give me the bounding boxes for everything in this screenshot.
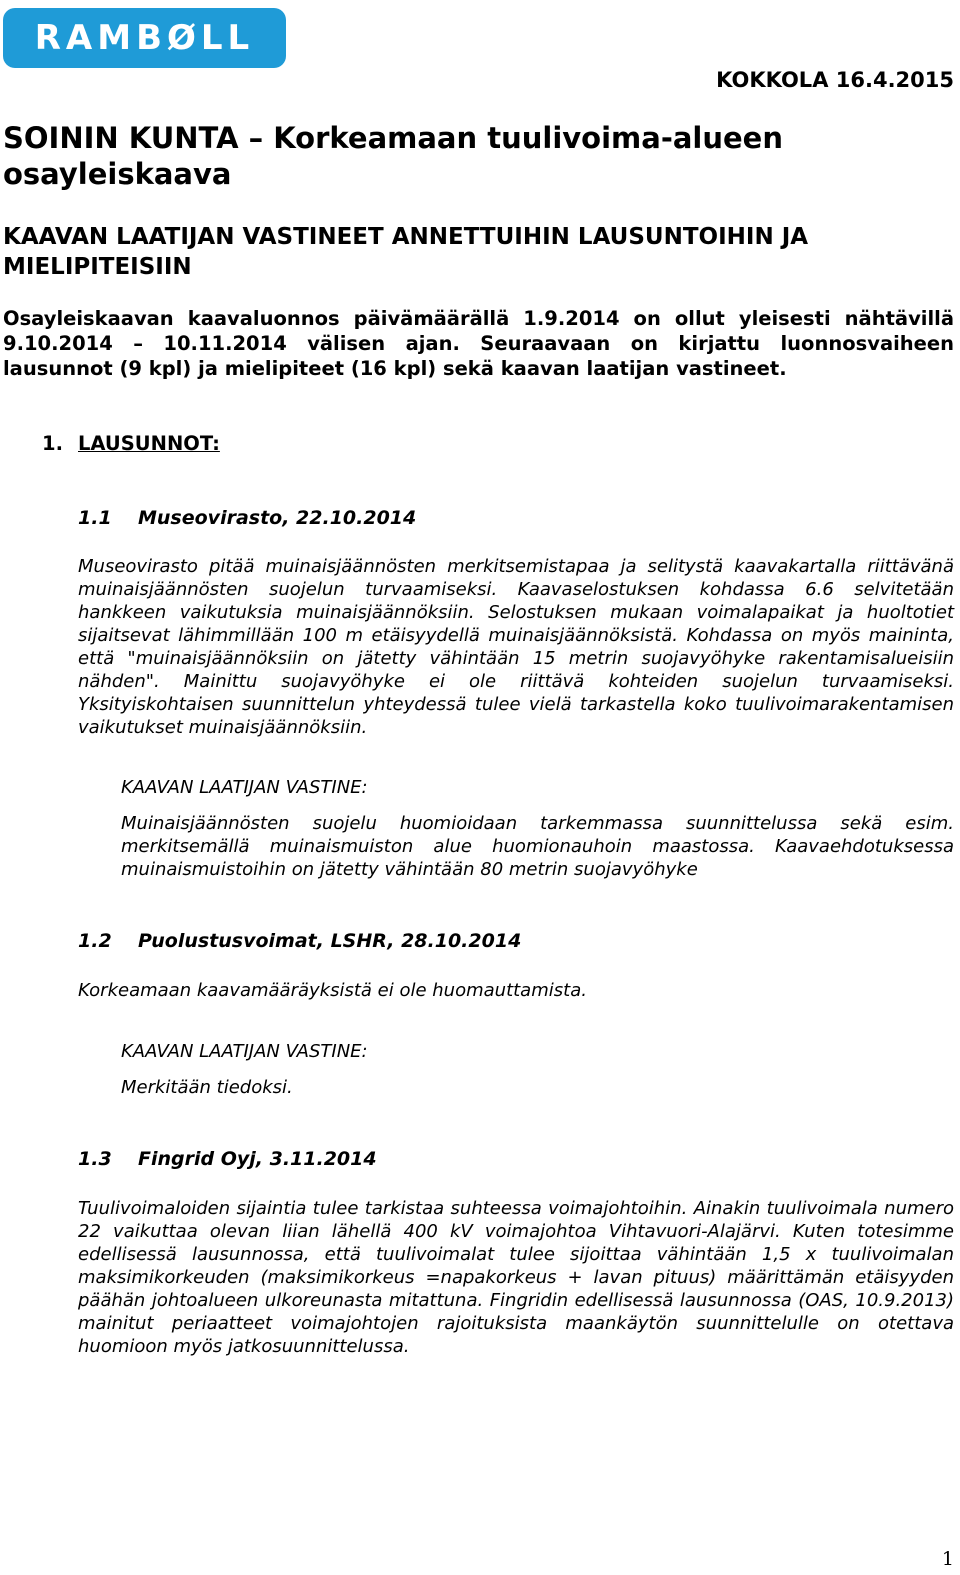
item-title: Fingrid Oyj, 3.11.2014 bbox=[138, 1148, 377, 1170]
logo-text: RAMBØLL bbox=[34, 18, 255, 58]
item-heading-1-3 bbox=[78, 1148, 377, 1170]
item-text-1-2: Korkeamaan kaavamääräyksistä ei ole huomauttamista. bbox=[78, 980, 587, 1001]
item-title: Puolustusvoimat, LSHR, 28.10.2014 bbox=[138, 930, 522, 952]
response-text-1-1: Muinaisjäännösten suojelu huomioidaan tarkemmassa suunnittelussa sekä esim. merkitsemällä muinaismuiston alue huomionauhoin maastossa. Kaavaehdotuksessa muinaismuistoihin on jätetty vähintään 80 metrin suojavyöhyke bbox=[121, 813, 954, 880]
document-subtitle: KAAVAN LAATIJAN VASTINEET ANNETTUIHIN LAUSUNTOIHIN JA MIELIPITEISIIN bbox=[3, 224, 809, 280]
item-number: 1.3 bbox=[78, 1148, 112, 1170]
response-label-1-1: KAAVAN LAATIJAN VASTINE: bbox=[121, 777, 368, 798]
item-number: 1.1 bbox=[78, 507, 112, 529]
item-heading-1-2 bbox=[78, 930, 521, 952]
section-heading-lausunnot bbox=[42, 432, 220, 455]
section-number: 1. bbox=[42, 432, 63, 455]
place-date: KOKKOLA 16.4.2015 bbox=[716, 68, 954, 92]
item-title: Museovirasto, 22.10.2014 bbox=[138, 507, 417, 529]
response-text-1-2: Merkitään tiedoksi. bbox=[121, 1077, 293, 1098]
item-text-1-3: Tuulivoimaloiden sijaintia tulee tarkistaa suhteessa voimajohtoihin. Ainakin tuulivoimala numero 22 vaikuttaa olevan liian lähellä 400 kV voimajohtoa Vihtavuori-Alajärvi. Kuten totesimme edellisessä lausunnossa, että tuulivoimalat tulee sijoittaa vähintään 1,5 x tuulivoimalan maksimikorkeuden (maksimikorkeus =napakorkeus + lavan pituus) määrittämän etäisyyden päähän johtoalueen ulkoreunasta mitattuna. Fingridin edellisessä lausunnossa (OAS, 10.9.2013) mainitut periaatteet voimajohtojen rajoituksista maankäytön suunnittelulle on otettava huomioon myös jatkosuunnittelussa. bbox=[78, 1198, 954, 1357]
item-number: 1.2 bbox=[78, 930, 112, 952]
document-title: SOININ KUNTA – Korkeamaan tuulivoima-alueen osayleiskaava bbox=[3, 121, 783, 191]
item-heading-1-1 bbox=[78, 507, 416, 529]
section-label: LAUSUNNOT: bbox=[78, 432, 220, 455]
item-text-1-1: Museovirasto pitää muinaisjäännösten merkitsemistapaa ja selitystä kaavakartalla riittävänä muinaisjäännösten suojelun turvaamiseksi. Kaavaselostuksen kohdassa 6.6 selvitetään hankkeen vaikutuksia muinaisjäännöksiin. Selostuksen mukaan voimalapaikat ja huoltotiet sijaitsevat lähimmillään 100 m etäisyydellä muinaisjäännöksistä. Kohdassa on myös maininta, että "muinaisjäännöksiin on jätetty vähintään 15 metrin suojavyöhyke rakentamisalueisiin nähden". Mainittu suojavyöhyke ei ole riittävä kohteiden suojelun turvaamiseksi. Yksityiskohtaisen suunnittelun yhteydessä tulee vielä tarkastella koko tuulivoimarakentamisen vaikutukset muinaisjäännöksiin. bbox=[78, 556, 954, 738]
page-number: 1 bbox=[941, 1548, 954, 1570]
intro-paragraph: Osayleiskaavan kaavaluonnos päivämäärällä 1.9.2014 on ollut yleisesti nähtävillä 9.10.2014 – 10.11.2014 välisen ajan. Seuraavaan on kirjattu luonnosvaiheen lausunnot (9 kpl) ja mielipiteet (16 kpl) sekä kaavan laatijan vastineet. bbox=[3, 307, 954, 380]
ramboll-logo bbox=[3, 8, 286, 68]
response-label-1-2: KAAVAN LAATIJAN VASTINE: bbox=[121, 1041, 368, 1062]
